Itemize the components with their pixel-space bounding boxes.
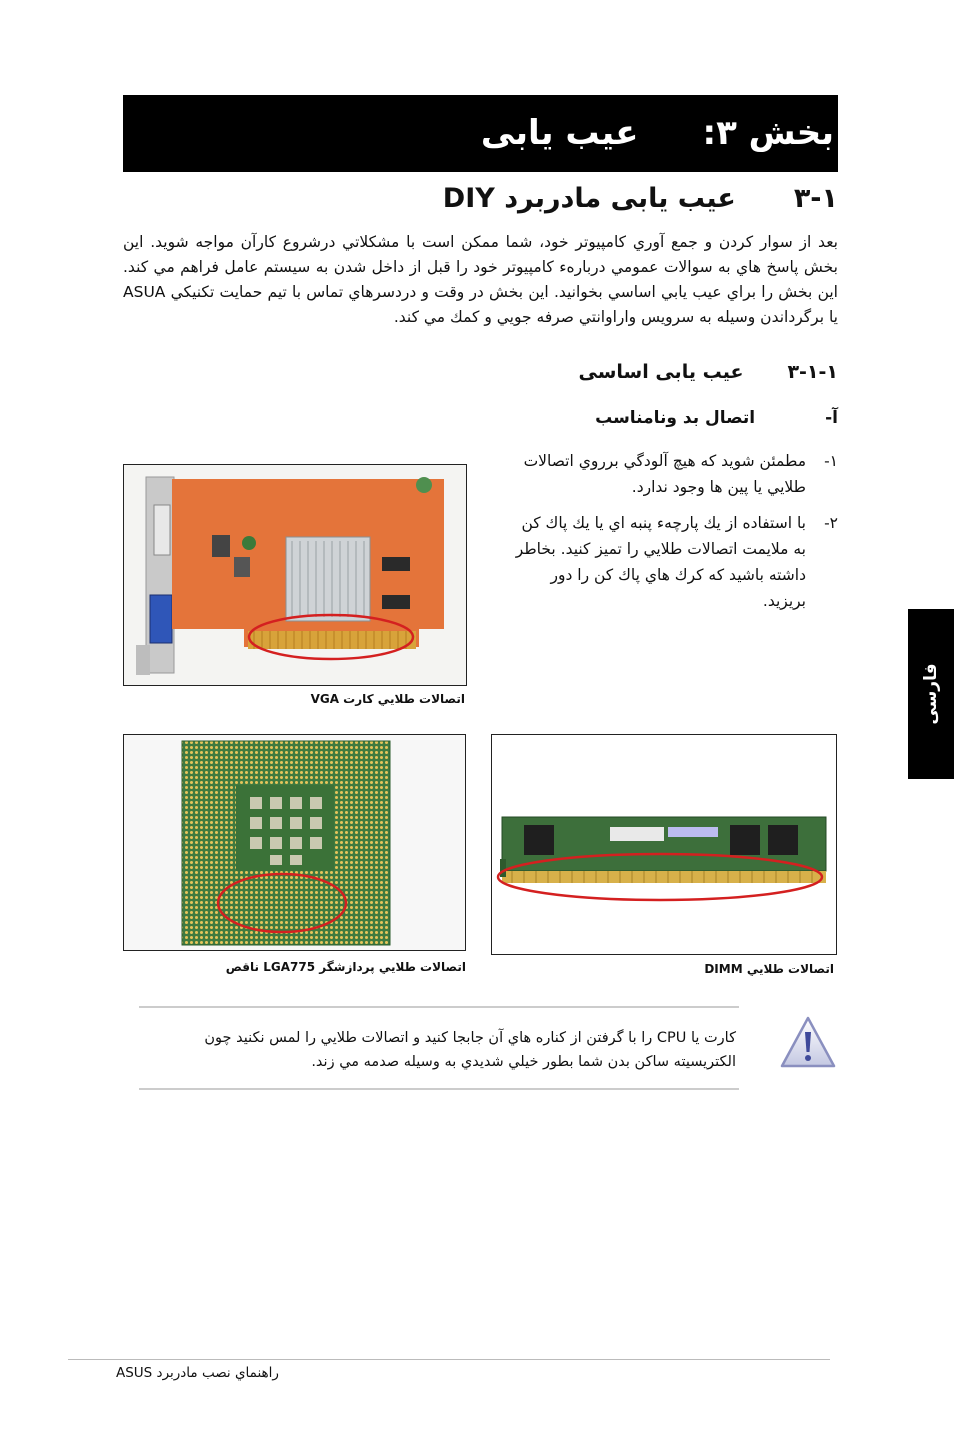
- section-number: ۳-۱: [793, 183, 838, 214]
- subsub-heading: [595, 408, 838, 428]
- vga-caption: اتصالات طلايي كارت VGA: [310, 692, 465, 706]
- subsection-heading: [578, 361, 838, 383]
- subsection-number: ۳-۱-۱: [787, 361, 838, 383]
- vga-card-photo: [123, 464, 467, 686]
- subsub-title: اتصال بد ونامناسب: [595, 408, 756, 428]
- warning-note: [139, 1006, 739, 1090]
- warning-note-text: كارت يا CPU را با گرفتن از كناره هاي آن جابجا كنيد و اتصالات طلايي را لمس نكنيد چون الكتريسيته ساكن بدن شما بطور خيلي شديدي به وسيله صدمه مي زند.: [204, 1030, 736, 1070]
- subsub-number: آ-: [825, 408, 838, 428]
- intro-paragraph: [123, 230, 838, 330]
- list-item: [508, 510, 838, 614]
- list-item-text: مطمئن شوید که هیچ آلودگي برروي اتصالات طلايي يا پين ها وجود ندارد.: [523, 452, 806, 496]
- footer-divider: [68, 1359, 830, 1360]
- list-item-number: ۱-: [824, 452, 838, 470]
- chapter-title: [481, 113, 834, 153]
- list-item: [508, 448, 838, 500]
- dimm-photo: [491, 734, 837, 955]
- chapter-banner: [123, 95, 838, 172]
- list-item-text: با استفاده از يك پارچهء پنبه اي يا يك پاك كن به ملايمت اتصالات طلايي را تميز كنيد. بخاطر داشته باشيد كه كرك هاي پاك كن را دور بريزيد.: [515, 514, 806, 610]
- cpu-caption: اتصالات طلايي پردازشگر LGA775 ناقص: [225, 960, 466, 974]
- section-heading: [443, 183, 838, 214]
- chapter-title-text: عیب یابی: [480, 113, 639, 153]
- list-item-number: ۲-: [824, 514, 838, 532]
- subsection-title: عیب یابی اساسی: [578, 361, 744, 383]
- intro-text: بعد از سوار کردن و جمع آوري كامپيوتر خود، شما ممكن است با مشكلاتي درشروع كارآن مواجه شويد. اين بخش پاسخ هاي به سوالات عمومي دربارهء كامپيوتر خود را قبل از داخل شدن به سيستم عامل فراهم مي كند. اين بخش را براي عيب يابي اساسي بخوانيد. اين بخش در وقت و دردسرهاي تماس با تيم حمايت تكنيكي ASUA يا برگرداندن وسيله به سرويس واراوانتي صرفه جويي و كمك مي كند.: [123, 233, 838, 326]
- warning-icon: [778, 1014, 838, 1070]
- dimm-caption: اتصالات طلايي DIMM: [704, 962, 834, 976]
- page-footer: راهنماي نصب مادربرد ASUS: [116, 1365, 279, 1381]
- language-tab-label: فارسی: [921, 663, 941, 725]
- chapter-number: بخش ۳:: [702, 113, 834, 153]
- section-title: عیب یابی مادربرد DIY: [442, 183, 736, 214]
- cpu-photo: [123, 734, 466, 951]
- troubleshoot-list: [508, 448, 838, 624]
- language-tab: [908, 609, 954, 779]
